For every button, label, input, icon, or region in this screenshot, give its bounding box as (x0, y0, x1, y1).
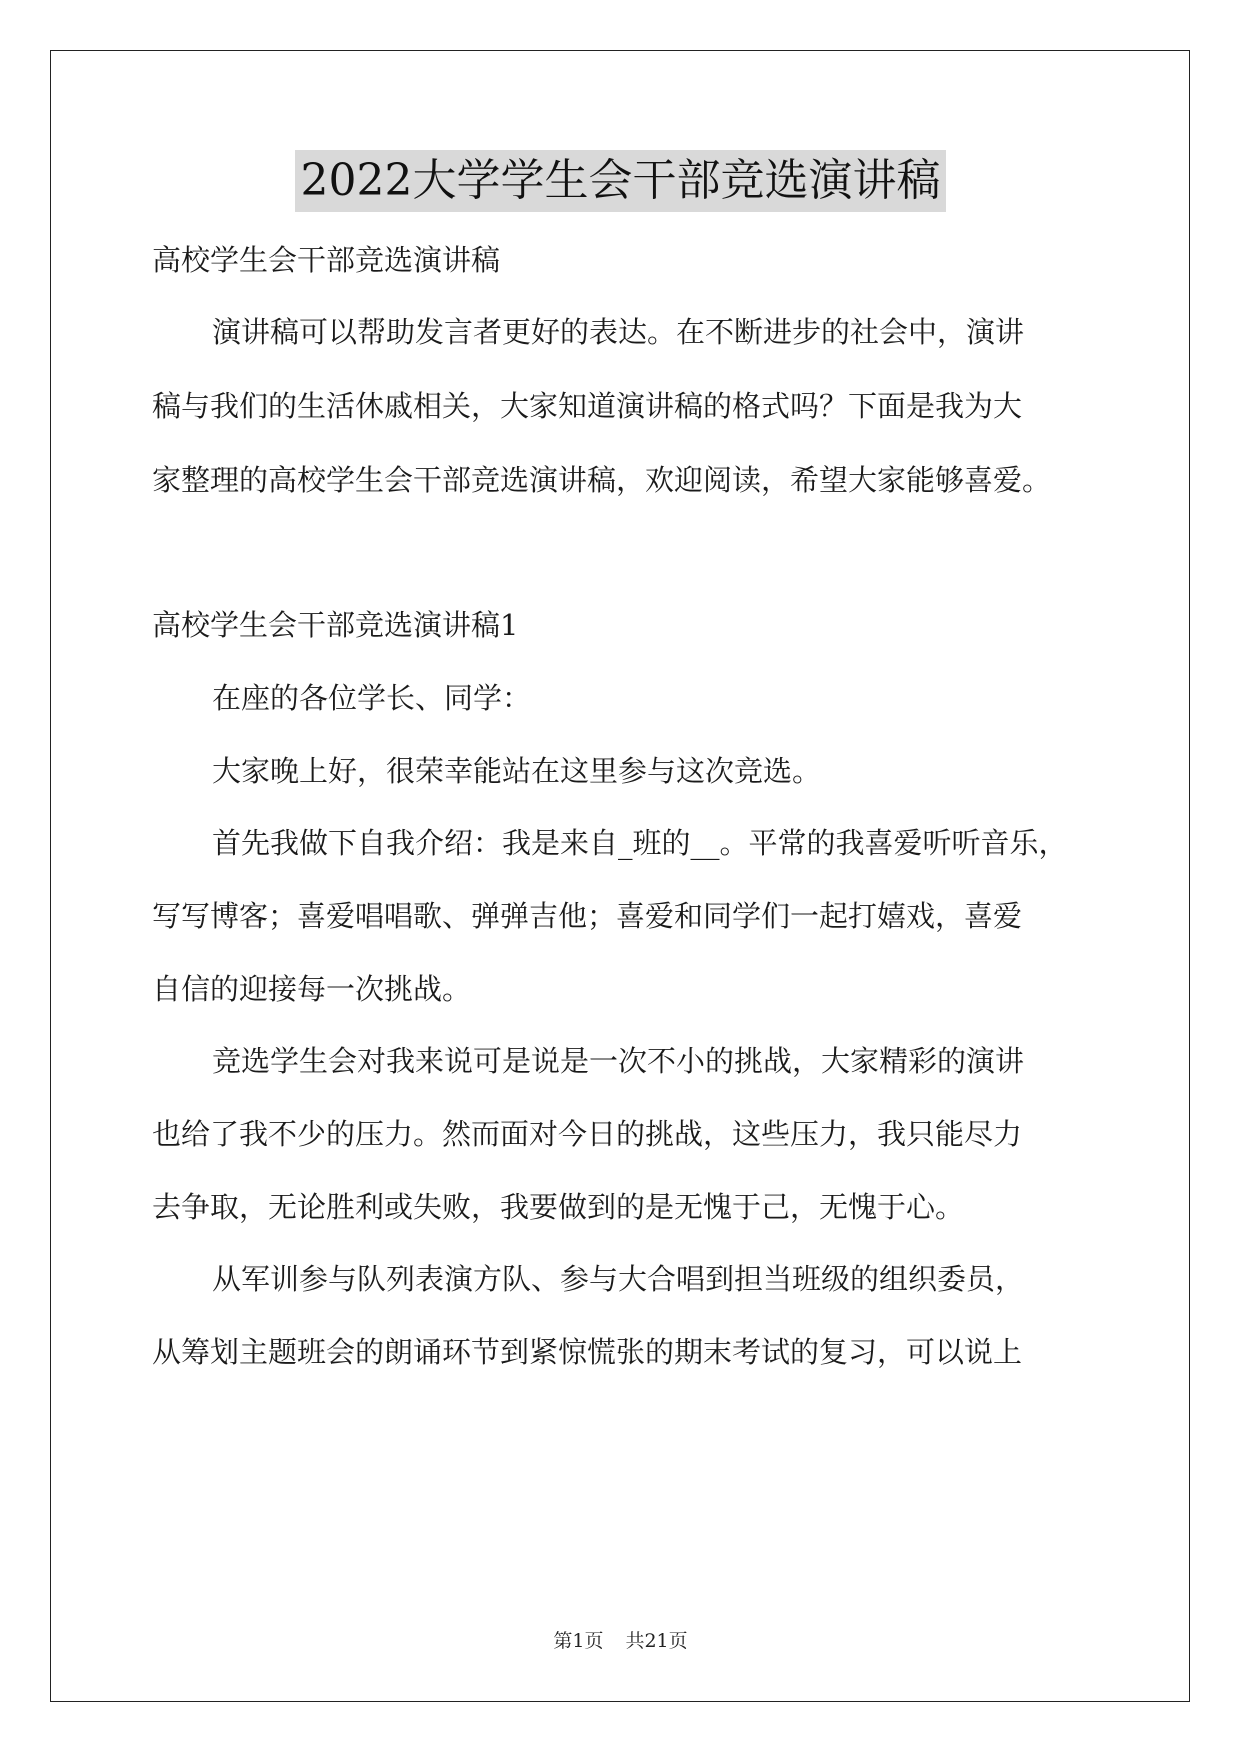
body-line: 写写博客；喜爱唱唱歌、弹弹吉他；喜爱和同学们一起打嬉戏，喜爱 (152, 899, 1023, 933)
section-heading: 高校学生会干部竞选演讲稿1 (152, 608, 519, 642)
body-line: 大家晚上好，很荣幸能站在这里参与这次竞选。 (212, 754, 822, 788)
body-line: 家整理的高校学生会干部竞选演讲稿，欢迎阅读，希望大家能够喜爱。 (152, 463, 1052, 497)
body-line: 自信的迎接每一次挑战。 (152, 972, 472, 1006)
body-line: 演讲稿可以帮助发言者更好的表达。在不断进步的社会中，演讲 (212, 315, 1025, 349)
body-line: 在座的各位学长、同学： (212, 681, 532, 715)
page-footer (0, 1626, 1241, 1653)
page-border (50, 50, 1190, 1702)
title-container (0, 150, 1241, 212)
document-title: 2022大学学生会干部竞选演讲稿 (295, 150, 947, 212)
body-line: 竞选学生会对我来说可是说是一次不小的挑战，大家精彩的演讲 (212, 1044, 1025, 1078)
body-line: 稿与我们的生活休戚相关，大家知道演讲稿的格式吗？下面是我为大 (152, 389, 1023, 423)
body-line: 从军训参与队列表演方队、参与大合唱到担当班级的组织委员， (212, 1262, 1025, 1296)
body-line: 首先我做下自我介绍：我是来自_班的__。平常的我喜爱听听音乐， (212, 826, 1068, 860)
subtitle-line: 高校学生会干部竞选演讲稿 (152, 243, 501, 277)
body-line: 也给了我不少的压力。然而面对今日的挑战，这些压力，我只能尽力 (152, 1117, 1023, 1151)
page-total: 共21页 (625, 1630, 688, 1652)
page-number: 第1页 (553, 1630, 604, 1652)
body-line: 去争取，无论胜利或失败，我要做到的是无愧于己，无愧于心。 (152, 1190, 965, 1224)
body-line: 从筹划主题班会的朗诵环节到紧惊慌张的期末考试的复习，可以说上 (152, 1335, 1023, 1369)
